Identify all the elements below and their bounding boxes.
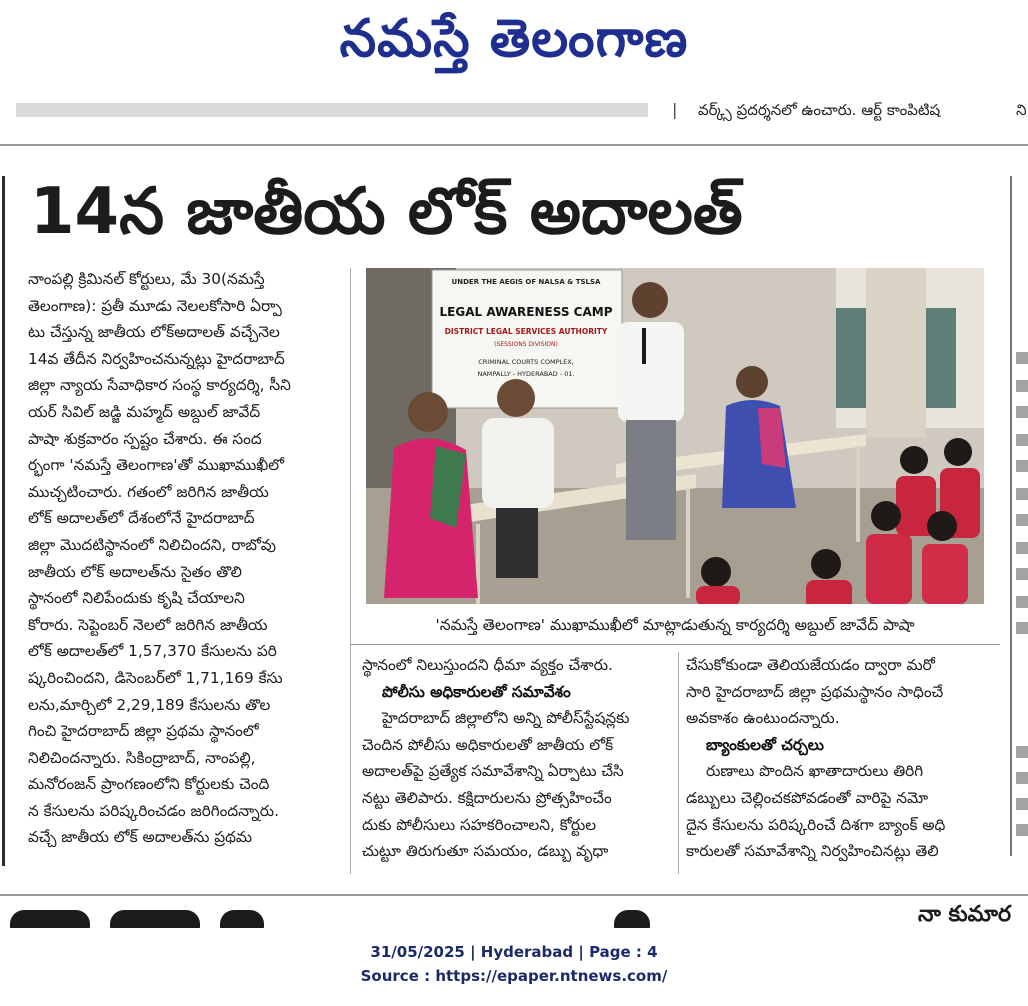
text-line: పాషా శుక్రవారం స్పష్టం చేశారు. ఈ సంద bbox=[28, 429, 262, 448]
cropped-glyph bbox=[10, 910, 90, 928]
student-head bbox=[927, 511, 957, 541]
student-uniform bbox=[922, 544, 968, 604]
text-line: జాతీయ లోక్ అదాలత్‌ను సైతం తొలి bbox=[28, 562, 242, 581]
text-line: వచ్చే జాతీయ లోక్ అదాలత్‌ను ప్రథమ bbox=[28, 828, 253, 847]
person-head bbox=[408, 392, 448, 432]
text-line: సారి హైదరాబాద్ జిల్లా ప్రథమస్థానం సాధించే bbox=[686, 682, 944, 701]
text-fragment bbox=[1016, 798, 1028, 810]
text-fragment bbox=[1016, 542, 1028, 554]
text-line: టు చేస్తున్న జాతీయ లోక్‌అదాలత్ వచ్చేనెల bbox=[28, 323, 280, 342]
banner-address-1: CRIMINAL COURTS COMPLEX, bbox=[478, 358, 574, 366]
cropped-glyph bbox=[110, 910, 200, 928]
text-fragment bbox=[1016, 746, 1028, 758]
article-column-2 bbox=[362, 652, 672, 865]
text-line: యర్ సివిల్ జడ్జి మహ్మద్ అబ్దుల్ జావేద్ bbox=[28, 402, 261, 421]
text-line: చేసుకోకుండా తెలియజేయడం ద్వారా మరో bbox=[686, 656, 935, 674]
newspaper-logo: నమస్తే తెలంగాణ bbox=[339, 9, 689, 69]
subheading-bank-talks: బ్యాంకులతో చర్చలు bbox=[706, 735, 824, 754]
masthead bbox=[0, 0, 1028, 150]
text-line: దైన కేసులను పరిష్కరించే దిశగా బ్యాంక్ అధి bbox=[686, 815, 946, 834]
banner-authority: DISTRICT LEGAL SERVICES AUTHORITY bbox=[444, 327, 608, 336]
curtain bbox=[866, 268, 926, 438]
column-rule bbox=[350, 268, 351, 874]
table-leg bbox=[856, 446, 860, 542]
article-headline: 14న జాతీయ లోక్ అదాలత్ bbox=[30, 175, 743, 249]
text-line: 14వ తేదీన నిర్వహించనున్నట్లు హైదరాబాద్ bbox=[28, 349, 285, 368]
text-fragment bbox=[1016, 460, 1028, 472]
top-rule bbox=[0, 144, 1028, 146]
cropped-glyph bbox=[614, 910, 650, 928]
text-line: నాంపల్లి క్రిమినల్ కోర్టులు, మే 30(నమస్తే bbox=[28, 270, 265, 288]
student-uniform bbox=[866, 534, 912, 604]
text-line: మనోరంజన్ ప్రాంగణంలోని కోర్టులకు చెంది bbox=[28, 775, 270, 794]
text-line: ర్భంగా 'నమస్తే తెలంగాణ'తో ముఖాముఖీలో bbox=[28, 456, 285, 475]
adjacent-column-fragment bbox=[1010, 170, 1028, 870]
next-story-title-fragment: నా కుమార bbox=[918, 902, 1011, 927]
footer-source-link[interactable]: Source : https://epaper.ntnews.com/ bbox=[360, 967, 668, 985]
text-line: తెలంగాణ): ప్రతీ మూడు నెలలకోసారి ఏర్పా bbox=[28, 296, 282, 315]
article-photo bbox=[366, 268, 984, 604]
text-line: దుకు పోలీసులు సహకరించాలని, కోర్టుల bbox=[362, 815, 597, 834]
bottom-rule bbox=[0, 894, 1028, 896]
text-line: స్థానంలో నిలుస్తుందని ధీమా వ్యక్తం చేశారు. bbox=[362, 656, 613, 674]
next-story-headline-fragment bbox=[0, 900, 1028, 928]
text-fragment bbox=[1016, 434, 1028, 446]
text-fragment bbox=[1016, 596, 1028, 608]
text-line: లను,మార్చిలో 2,29,189 కేసులను తొల bbox=[28, 695, 271, 714]
text-line: అదాలత్‌పై ప్రత్యేక సమావేశాన్ని ఏర్పాటు చేసి bbox=[362, 762, 624, 781]
article-column-1 bbox=[28, 266, 336, 851]
cropped-glyph bbox=[220, 910, 264, 928]
banner-division: (SESSIONS DIVISION) bbox=[494, 341, 558, 348]
photo-caption: 'నమస్తే తెలంగాణ' ముఖాముఖీలో మాట్లాడుతున్న కార్యదర్శి అబ్దుల్ జావేద్ పాషా bbox=[435, 616, 915, 634]
text-line: గించి హైదరాబాద్ జిల్లా ప్రథమ స్థానంలో bbox=[28, 722, 259, 741]
text-fragment bbox=[1016, 772, 1028, 784]
ticker-edge-text: ని bbox=[1016, 101, 1027, 119]
caption-rule bbox=[350, 644, 1000, 645]
text-fragment bbox=[1016, 406, 1028, 418]
student-head bbox=[701, 557, 731, 587]
text-fragment bbox=[1016, 568, 1028, 580]
column-rule bbox=[678, 652, 679, 874]
text-line: డబ్బులు చెల్లించకపోవడంతో వారిపై నమో bbox=[686, 788, 929, 807]
text-line: ష్కరించిందని, డిసెంబర్‌లో 1,71,169 కేసు bbox=[28, 668, 283, 687]
masthead-divider-bar bbox=[16, 103, 648, 117]
text-line: నట్టు తెలిపారు. కక్షిదారులను ప్రోత్సహించేం bbox=[362, 788, 612, 807]
table-leg bbox=[686, 488, 690, 598]
text-line: జిల్లా న్యాయ సేవాధికార సంస్థ కార్యదర్శి, సీని bbox=[28, 376, 291, 395]
student-uniform bbox=[696, 586, 740, 604]
text-line: చుట్టూ తిరుగుతూ సమయం, డబ్బు వృధా bbox=[362, 842, 609, 861]
text-line: కోరారు. సెప్టెంబర్ నెలలో జరిగిన జాతీయ bbox=[28, 615, 268, 634]
speaker-head bbox=[632, 282, 668, 318]
text-line: ముచ్చటించారు. గతంలో జరిగిన జాతీయ bbox=[28, 482, 269, 501]
text-line: లోక్ అదాలత్‌లో దేశంలోనే హైదరాబాద్ bbox=[28, 509, 255, 528]
text-fragment bbox=[1016, 514, 1028, 526]
article-column-3 bbox=[686, 652, 1002, 865]
student-head bbox=[811, 549, 841, 579]
student-uniform bbox=[806, 580, 852, 604]
text-fragment bbox=[1016, 352, 1028, 364]
footer-date-edition-page: 31/05/2025 | Hyderabad | Page : 4 bbox=[370, 943, 658, 961]
student-head bbox=[871, 501, 901, 531]
speaker-shirt bbox=[618, 322, 684, 422]
text-line: చెందిన పోలీసు అధికారులతో జాతీయ లోక్ bbox=[362, 735, 614, 754]
person-shirt bbox=[482, 418, 554, 508]
text-fragment bbox=[1016, 824, 1028, 836]
text-line: న కేసులను పరిష్కరించడం జరిగిందన్నారు. bbox=[28, 801, 279, 820]
text-line: జిల్లా మొదటిస్థానంలో నిలిచిందని, రాబోవు bbox=[28, 535, 276, 554]
text-fragment bbox=[1016, 380, 1028, 392]
left-margin-rule bbox=[2, 176, 5, 866]
text-line: స్థానంలో నిలిపేందుకు కృషి చేయాలని bbox=[28, 589, 245, 608]
text-line: అవకాశం ఉంటుందన్నారు. bbox=[686, 709, 840, 728]
text-line: హైదరాబాద్ జిల్లాలోని అన్ని పోలీస్‌స్టేషన్లకు bbox=[382, 709, 630, 728]
text-line: రుణాలు పొందిన ఖాతాదారులు తిరిగి bbox=[706, 762, 924, 781]
person-head bbox=[736, 366, 768, 398]
person-trousers bbox=[496, 508, 538, 578]
text-line: నిలిచిందన్నారు. సికింద్రాబాద్, నాంపల్లి, bbox=[28, 748, 256, 767]
ticker-text: వర్క్స్ ప్రదర్శనలో ఉంచారు. ఆర్ట్ కాంపిటిష bbox=[698, 101, 941, 119]
text-line: కారులతో సమావేశాన్ని నిర్వహించినట్లు తెలి bbox=[686, 842, 939, 861]
person-head bbox=[497, 379, 535, 417]
text-fragment bbox=[1016, 488, 1028, 500]
column-rule bbox=[1010, 176, 1012, 856]
student-head bbox=[944, 438, 972, 466]
microphone bbox=[642, 328, 646, 364]
subheading-police-meeting: పోలీసు అధికారులతో సమావేశం bbox=[382, 682, 571, 701]
student-head bbox=[900, 446, 928, 474]
speaker-trousers bbox=[626, 420, 676, 540]
banner-aegis-text: UNDER THE AEGIS OF NALSA & TSLSA bbox=[451, 278, 601, 286]
banner-address-2: NAMPALLY - HYDERABAD - 01. bbox=[477, 370, 575, 378]
text-line: లోక్ అదాలత్‌లో 1,57,370 కేసులను పరి bbox=[28, 642, 277, 661]
photo-illustration bbox=[366, 268, 984, 604]
epaper-footer bbox=[0, 940, 1028, 988]
ticker-separator: | bbox=[672, 100, 678, 119]
banner-title: LEGAL AWARENESS CAMP bbox=[439, 305, 613, 319]
text-fragment bbox=[1016, 622, 1028, 634]
